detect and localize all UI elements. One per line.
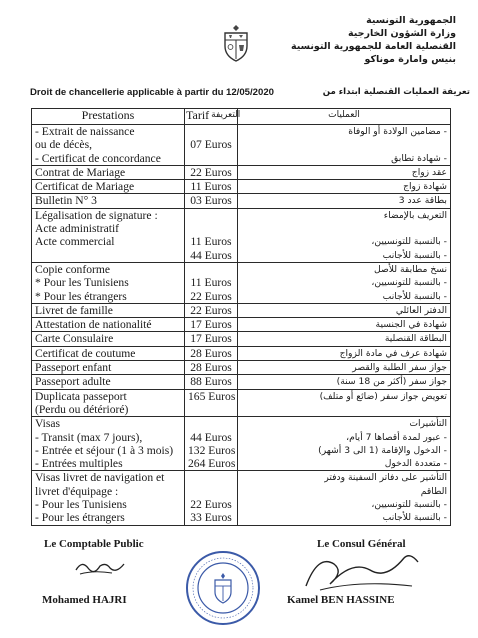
header-tarif [185, 108, 241, 125]
cell-line: 07 Euros [190, 138, 232, 152]
arabic-service-cell [238, 471, 451, 525]
cell-line: * Pour les Tunisiens [35, 276, 129, 290]
cell-line: الدفتر العائلي [395, 304, 447, 316]
arabic-header [256, 14, 456, 66]
arabic-service-cell [238, 332, 451, 346]
arabic-service-cell [238, 389, 451, 417]
header-line: الجمهورية التونسية [366, 15, 456, 26]
cell-line: 11 Euros [190, 235, 232, 249]
price-cell [185, 194, 238, 208]
table-header-row [32, 109, 451, 125]
title-french: Droit de chancellerie applicable à partir du [30, 87, 224, 98]
cell-line: - Pour les étrangers [35, 511, 125, 525]
arabic-service-cell [238, 417, 451, 471]
tarif-header-wrap [186, 108, 241, 122]
cell-line: - Certificat de concordance [35, 151, 161, 165]
price-cell [185, 303, 238, 317]
price-cell [185, 389, 238, 417]
cell-line: Bulletin N° 3 [35, 194, 97, 208]
cell-line: نسخ مطابقة للأصل [374, 263, 447, 275]
table-row [32, 389, 451, 417]
cell-line: - متعددة الدخول [384, 458, 447, 470]
table-row [32, 417, 451, 471]
official-consulate-stamp [184, 549, 262, 627]
cell-line: 22 Euros [190, 498, 232, 512]
arabic-service-cell [238, 125, 451, 166]
cell-line [188, 222, 234, 235]
arabic-service-cell [238, 346, 451, 360]
table-row [32, 125, 451, 166]
cell-line: التأشير على دفاتر السفينة ودفتر [324, 472, 447, 484]
header-operations-ar: العمليات [238, 109, 451, 125]
cell-line: - شهادة تطابق [391, 152, 447, 164]
cell-line: 28 Euros [190, 346, 232, 360]
cell-line: ou de décès, [35, 138, 92, 152]
cell-line: التأشيرات [409, 418, 447, 430]
cell-line: Copie conforme [35, 262, 111, 276]
cell-line [188, 125, 234, 138]
cell-line: التعريف بالإمضاء [383, 209, 447, 221]
cell-line: شهادة في الجنسية [375, 319, 447, 331]
consular-fees-table [31, 108, 451, 526]
cell-line: 11 Euros [190, 276, 232, 290]
arabic-service-cell [238, 375, 451, 389]
cell-line: بطاقة عدد 3 [398, 195, 447, 207]
service-cell [32, 180, 185, 194]
service-cell [32, 208, 185, 262]
cell-line: 28 Euros [190, 361, 232, 375]
cell-line [188, 209, 234, 222]
header-line: بنيس وامارة موناكو [364, 54, 456, 65]
table-row [32, 180, 451, 194]
arabic-service-cell [238, 361, 451, 375]
table-row [32, 208, 451, 262]
price-cell [185, 318, 238, 332]
service-cell [32, 194, 185, 208]
cell-line: - Transit (max 7 jours), [35, 430, 143, 444]
cell-line: Livret de famille [35, 303, 113, 317]
cell-line: جواز سفر (أكثر من 18 سنة) [336, 376, 447, 388]
cell-line: - Pour les Tunisiens [35, 498, 127, 512]
service-cell [32, 346, 185, 360]
cell-line: Passeport enfant [35, 361, 112, 375]
cell-line: - Entrées multiples [35, 457, 123, 471]
cell-line: 132 Euros [188, 443, 236, 457]
service-cell [32, 262, 185, 303]
arabic-service-cell [238, 262, 451, 303]
cell-line: 44 Euros [190, 430, 232, 444]
header-tarif-fr: Tarif [186, 108, 210, 122]
table-row [32, 332, 451, 346]
cell-line: Passeport adulte [35, 375, 111, 389]
header-prestations: Prestations [32, 109, 185, 125]
cell-line [188, 263, 234, 276]
price-cell [185, 262, 238, 303]
title-arabic: تعريفة العمليات القنصلية ابتداء من [322, 87, 470, 97]
price-cell [185, 180, 238, 194]
cell-line: - بالنسبة للتونسيين، [371, 236, 447, 248]
fee-title-line [30, 87, 470, 101]
cell-line: Acte administratif [35, 222, 120, 236]
coat-of-arms-emblem [222, 24, 250, 62]
price-cell [185, 125, 238, 166]
right-signatory-name: Kamel BEN HASSINE [287, 594, 395, 606]
title-date: 12/05/2020 [226, 87, 275, 98]
cell-line [188, 417, 234, 430]
cell-line: 11 Euros [190, 180, 232, 194]
table-row [32, 165, 451, 179]
table-row [32, 346, 451, 360]
header-line: وزارة الشؤون الخارجية [348, 28, 456, 39]
left-signatory-title: Le Comptable Public [44, 538, 144, 550]
price-cell [185, 361, 238, 375]
cell-line: (Perdu ou détérioré) [35, 402, 129, 416]
service-cell [32, 375, 185, 389]
arabic-service-cell [238, 303, 451, 317]
cell-line: Attestation de nationalité [35, 318, 152, 332]
arabic-service-cell [238, 318, 451, 332]
table-row [32, 194, 451, 208]
table-row [32, 471, 451, 525]
price-cell [185, 375, 238, 389]
table-row [32, 375, 451, 389]
service-cell [32, 165, 185, 179]
service-cell [32, 125, 185, 166]
cell-line: 17 Euros [190, 318, 232, 332]
cell-line: - مضامين الولادة أو الوفاة [348, 126, 447, 137]
cell-line: Duplicata passeport [35, 389, 127, 403]
cell-line: livret d'équipage : [35, 484, 119, 498]
right-signatory-title: Le Consul Général [317, 538, 406, 550]
cell-line: 44 Euros [190, 248, 232, 262]
cell-line: عقد زواج [411, 166, 447, 178]
cell-line [188, 485, 234, 498]
cell-line: 03 Euros [190, 194, 232, 208]
price-cell [185, 417, 238, 471]
table-row [32, 361, 451, 375]
cell-line: - Entrée et séjour (1 à 3 mois) [35, 443, 174, 457]
cell-line: 22 Euros [190, 303, 232, 317]
fees-table-body [32, 125, 451, 526]
cell-line: - بالنسبة للأجانب [382, 249, 447, 261]
arabic-service-cell [238, 180, 451, 194]
cell-line: Acte commercial [35, 235, 115, 249]
cell-line: - بالنسبة للأجانب [382, 290, 447, 302]
cell-line: 88 Euros [190, 375, 232, 389]
price-cell [185, 346, 238, 360]
cell-line [188, 152, 234, 165]
cell-line: - Extrait de naissance [35, 125, 135, 138]
cell-line [241, 138, 447, 151]
right-handwritten-signature [300, 550, 430, 596]
cell-line [188, 471, 234, 484]
cell-line: Contrat de Mariage [35, 165, 126, 179]
service-cell [32, 318, 185, 332]
arabic-service-cell [238, 165, 451, 179]
price-cell [185, 208, 238, 262]
cell-line [35, 249, 181, 262]
cell-line: 33 Euros [190, 511, 232, 525]
cell-line: 22 Euros [190, 289, 232, 303]
cell-line: Certificat de coutume [35, 346, 136, 360]
service-cell [32, 471, 185, 525]
cell-line [241, 222, 447, 235]
table-row [32, 303, 451, 317]
cell-line: - الدخول والإقامة (1 الى 3 أشهر) [318, 444, 447, 456]
service-cell [32, 303, 185, 317]
cell-line: - بالنسبة للأجانب [382, 512, 447, 524]
cell-line: - بالنسبة للتونسيين، [371, 277, 447, 289]
header-line: القنصلية العامة للجمهورية التونسية [291, 41, 456, 52]
arabic-service-cell [238, 194, 451, 208]
cell-line: 17 Euros [190, 332, 232, 346]
cell-line: 165 Euros [188, 389, 236, 403]
price-cell [185, 332, 238, 346]
table-row [32, 262, 451, 303]
cell-line: 22 Euros [190, 165, 232, 179]
price-cell [185, 165, 238, 179]
price-cell [185, 471, 238, 525]
cell-line: Visas livret de navigation et [35, 471, 165, 485]
cell-line: شهادة عرف في مادة الزواج [339, 347, 447, 359]
cell-line [241, 403, 447, 416]
cell-line: * Pour les étrangers [35, 289, 127, 303]
table-row [32, 318, 451, 332]
cell-line: Légalisation de signature : [35, 208, 158, 222]
cell-line: الطاقم [420, 485, 447, 497]
service-cell [32, 389, 185, 417]
cell-line [188, 403, 234, 416]
cell-line: 264 Euros [188, 457, 236, 471]
left-signatory-name: Mohamed HAJRI [42, 594, 127, 606]
cell-line: شهادة زواج [403, 181, 447, 193]
left-handwritten-signature [72, 556, 130, 578]
cell-line: جواز سفر الطلبة والقصر [352, 362, 447, 374]
cell-line: البطاقة القنصلية [384, 333, 447, 345]
cell-line: - بالنسبة للتونسيين، [371, 499, 447, 511]
cell-line: - عبور لمدة أقصاها 7 أيام، [346, 431, 447, 443]
cell-line: Visas [35, 417, 61, 431]
service-cell [32, 361, 185, 375]
cell-line: Carte Consulaire [35, 332, 114, 346]
arabic-service-cell [238, 208, 451, 262]
cell-line: تعويض جواز سفر (ضائع أو متلف) [319, 390, 447, 402]
service-cell [32, 332, 185, 346]
cell-line: Certificat de Mariage [35, 180, 135, 194]
header-tarif-ar: التعريفة [211, 110, 241, 120]
service-cell [32, 417, 185, 471]
